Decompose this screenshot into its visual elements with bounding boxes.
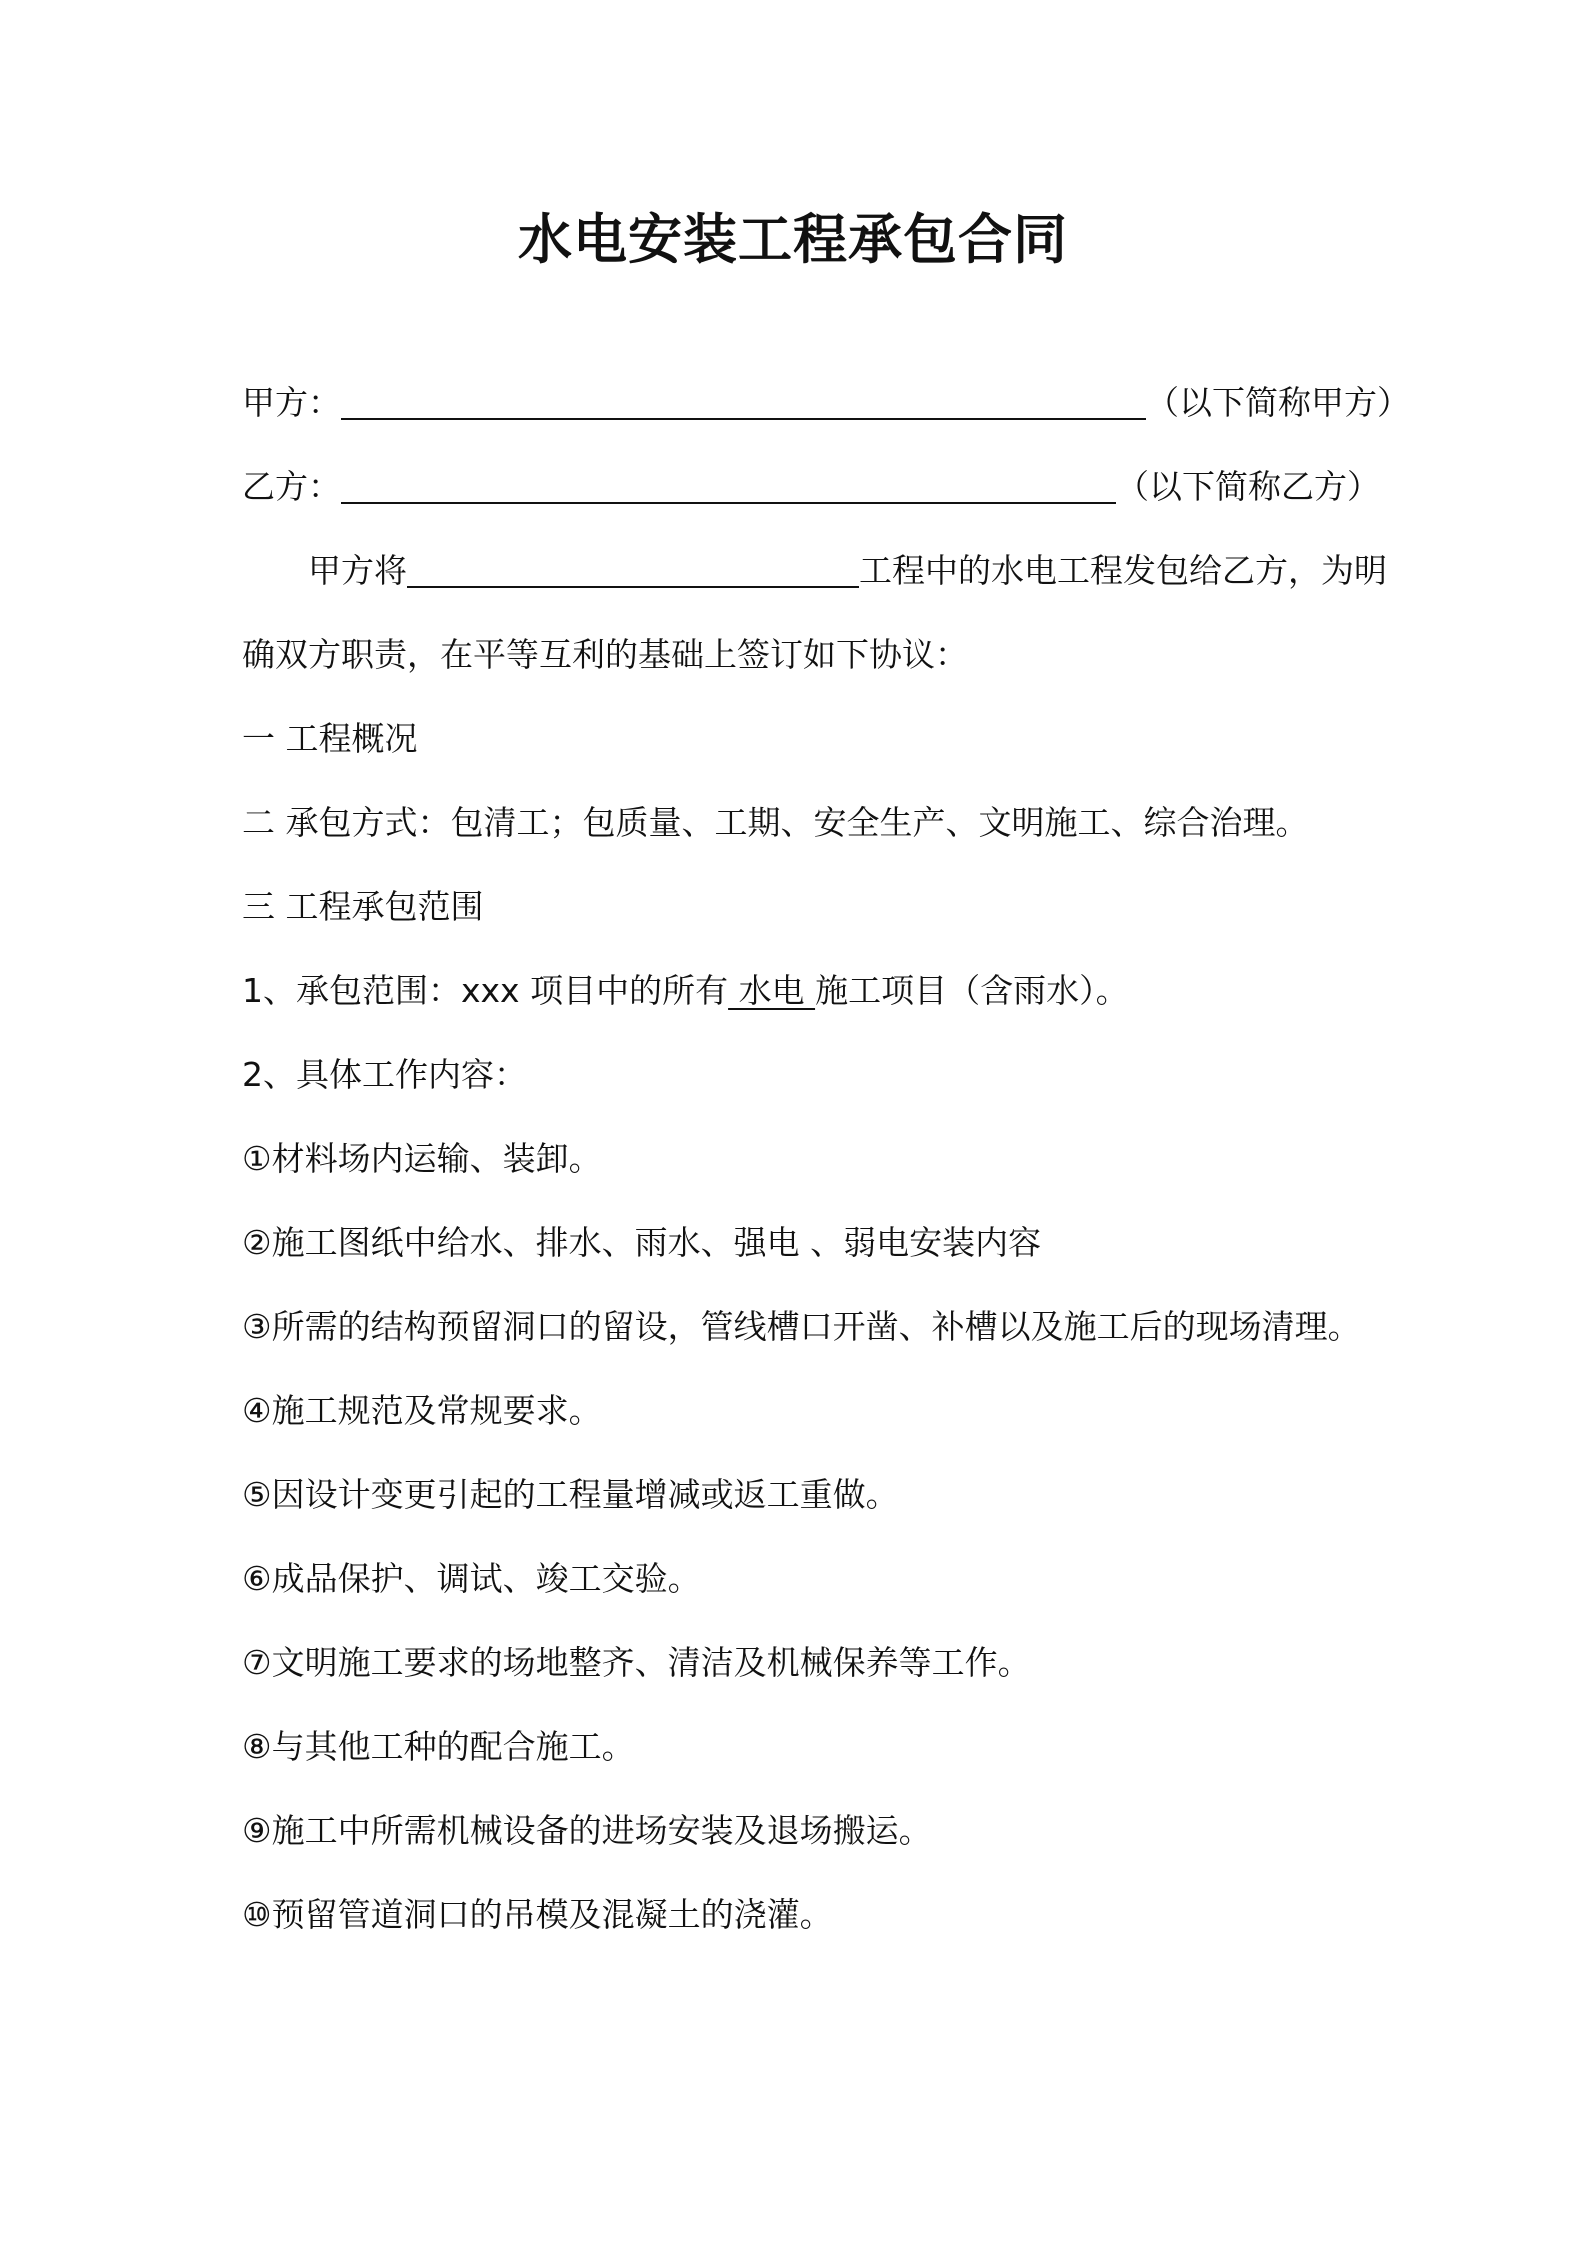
scope-line xyxy=(242,966,1129,1016)
scope-underlined: 水电 xyxy=(728,971,816,1010)
party-b-label: 乙方： xyxy=(242,467,341,506)
party-b-blank[interactable] xyxy=(341,464,1116,504)
intro-suffix: 工程中的水电工程发包给乙方，为明 xyxy=(859,551,1387,590)
party-a-line xyxy=(242,378,1410,428)
work-item: ④施工规范及常规要求。 xyxy=(242,1391,602,1430)
party-a-label: 甲方： xyxy=(242,383,341,422)
work-item: ⑦文明施工要求的场地整齐、清洁及机械保养等工作。 xyxy=(242,1643,1031,1682)
work-item: ⑥成品保护、调试、竣工交验。 xyxy=(242,1559,701,1598)
section-heading: 三 工程承包范围 xyxy=(242,887,484,926)
work-heading: 2、具体工作内容： xyxy=(242,1055,527,1094)
scope-suffix: 施工项目（含雨水）。 xyxy=(815,971,1129,1010)
intro-line-1 xyxy=(308,546,1387,596)
party-a-suffix: （以下简称甲方） xyxy=(1146,383,1410,422)
party-b-suffix: （以下简称乙方） xyxy=(1116,467,1380,506)
work-item: ⑩预留管道洞口的吊模及混凝土的浇灌。 xyxy=(242,1895,833,1934)
section-heading: 二 承包方式：包清工；包质量、工期、安全生产、文明施工、综合治理。 xyxy=(242,803,1309,842)
party-b-line xyxy=(242,462,1380,512)
party-a-blank[interactable] xyxy=(341,380,1146,420)
work-item: ⑧与其他工种的配合施工。 xyxy=(242,1727,635,1766)
work-item: ③所需的结构预留洞口的留设，管线槽口开凿、补槽以及施工后的现场清理。 xyxy=(242,1307,1361,1346)
work-item: ①材料场内运输、装卸。 xyxy=(242,1139,602,1178)
section-heading: 一 工程概况 xyxy=(242,719,418,758)
scope-prefix: 1、承包范围：xxx 项目中的所有 xyxy=(242,971,729,1010)
work-item: ⑤因设计变更引起的工程量增减或返工重做。 xyxy=(242,1475,899,1514)
intro-prefix: 甲方将 xyxy=(308,551,407,590)
intro-line-2: 确双方职责，在平等互利的基础上签订如下协议： xyxy=(242,635,968,674)
project-name-blank[interactable] xyxy=(407,548,859,588)
document-title: 水电安装工程承包合同 xyxy=(518,208,1068,271)
work-item: ⑨施工中所需机械设备的进场安装及退场搬运。 xyxy=(242,1811,932,1850)
work-item: ②施工图纸中给水、排水、雨水、强电 、弱电安装内容 xyxy=(242,1223,1042,1262)
